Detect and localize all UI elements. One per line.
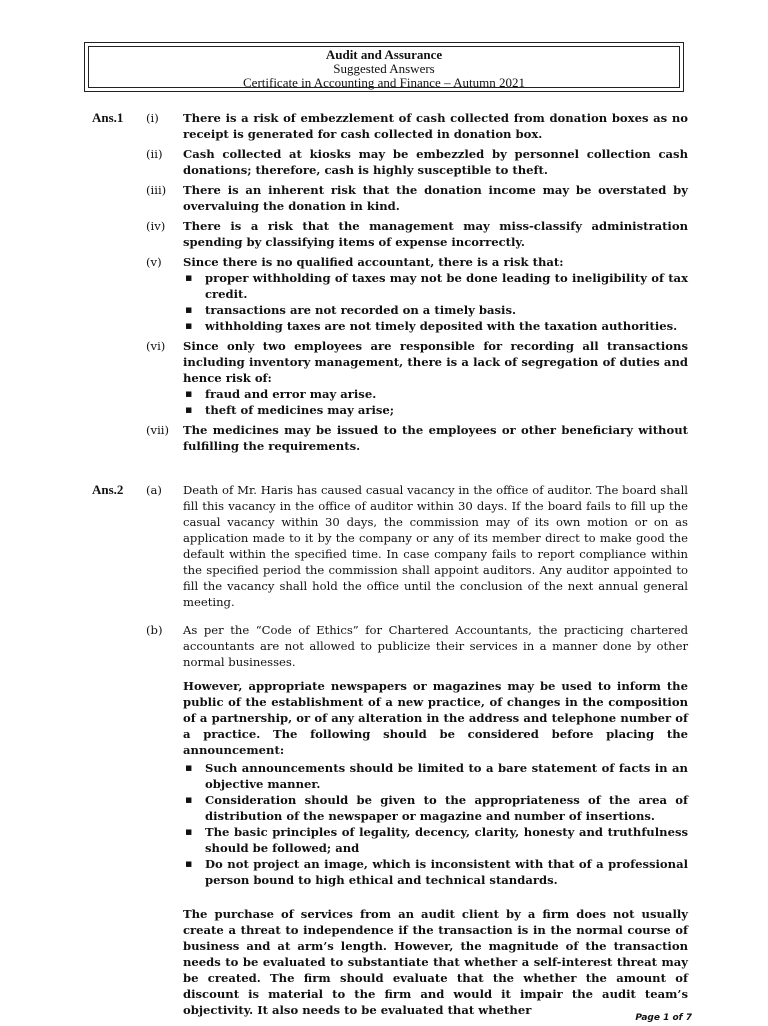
bullet-item: ▪ withholding taxes are not timely deposited with the taxation authorities.: [183, 318, 688, 334]
header-exam: Certificate in Accounting and Finance – Autumn 2021: [243, 75, 525, 90]
item-text: The medicines may be issued to the employees or other beneficiary without fulfilling the requirements.: [183, 423, 688, 453]
page-number: Page 1 of 7: [635, 1013, 692, 1023]
bullet-item: ▪ theft of medicines may arise;: [183, 402, 688, 418]
item-text: Cash collected at kiosks may be embezzled by personnel collection cash donations; therefore, cash is highly susceptible to theft.: [183, 147, 688, 177]
answer-item: [84, 482, 688, 610]
paragraph: However, appropriate newspapers or magazines may be used to inform the public of the establishment of a new practice, of changes in the composition of a partnership, or of any alteration in the address and telephone number of a practice. The following should be considered before placing the announcement:: [183, 679, 688, 757]
item-number: (iii): [146, 183, 167, 197]
bullet-item: ▪ proper withholding of taxes may not be done leading to ineligibility of tax credit.: [183, 270, 688, 302]
item-text: There is a risk that the management may miss-classify administration spending by classifying items of expense incorrectly.: [183, 219, 688, 249]
answer-item: [84, 110, 688, 142]
item-text: Since there is no qualified accountant, there is a risk that:: [183, 255, 564, 269]
answer-item: [84, 622, 688, 1018]
item-number: (vi): [146, 339, 166, 353]
paragraph: As per the “Code of Ethics” for Chartered Accountants, the practicing chartered accountants are not allowed to publicize their services in a manner done by other normal businesses.: [183, 623, 688, 669]
answer-item: [84, 218, 688, 250]
item-number: (v): [146, 255, 162, 269]
item-text: There is a risk of embezzlement of cash collected from donation boxes as no receipt is generated for cash collected in donation box.: [183, 111, 688, 141]
item-text: There is an inherent risk that the donation income may be overstated by overvaluing the donation in kind.: [183, 183, 688, 213]
bullet-item: ▪ Such announcements should be limited to a bare statement of facts in an objective manner.: [183, 760, 688, 792]
answer-label: Ans.2: [92, 482, 124, 497]
bullet-item: ▪ transactions are not recorded on a timely basis.: [183, 302, 688, 318]
bullet-item: ▪ Do not project an image, which is inconsistent with that of a professional person bound to high ethical and technical standards.: [183, 856, 688, 888]
bullet-list: [183, 270, 688, 334]
bullet-item: ▪ fraud and error may arise.: [183, 386, 688, 402]
header-subtitle: Suggested Answers: [333, 61, 435, 76]
bullet-item: ▪ The basic principles of legality, decency, clarity, honesty and truthfulness should be followed; and: [183, 824, 688, 856]
bullet-list: [183, 760, 688, 888]
answer-item: [84, 146, 688, 178]
answer-label: Ans.1: [92, 110, 124, 125]
item-number: (vii): [146, 423, 170, 437]
paragraph: The purchase of services from an audit client by a firm does not usually create a threat to independence if the transaction is in the normal course of business and at arm’s length. However, the magnitude of the transaction needs to be evaluated to substantiate that whether a self-interest threat may be created. The firm should evaluate that the whether the amount of discount is material to the firm and would it impair the audit team’s objectivity. It also needs to be evaluated that whether: [183, 907, 688, 1017]
item-number: (ii): [146, 147, 163, 161]
bullet-item: ▪ Consideration should be given to the appropriateness of the area of distribution of the newspaper or magazine and number of insertions.: [183, 792, 688, 824]
item-text: Since only two employees are responsible for recording all transactions including inventory management, there is a lack of segregation of duties and hence risk of:: [183, 339, 688, 385]
answer-item: [84, 422, 688, 454]
item-number: (i): [146, 111, 159, 125]
answer-item: [84, 254, 688, 334]
item-text: Death of Mr. Haris has caused casual vacancy in the office of auditor. The board shall fill this vacancy in the office of auditor within 30 days. If the board fails to fill up the casual vacancy within 30 days, the commission may of its own motion or on as application made to it by the company or any of its member direct to make good the default within the specified time. In case company fails to report compliance within the specified period the commission shall appoint auditors. Any auditor appointed to fill the vacancy shall hold the office until the conclusion of the next annual general meeting.: [183, 483, 688, 609]
answer-item: [84, 338, 688, 418]
answer-item: [84, 182, 688, 214]
answer-1: [84, 110, 688, 454]
answer-2: [84, 482, 688, 1018]
bullet-list: [183, 386, 688, 418]
header-title: Audit and Assurance: [325, 47, 443, 62]
item-number: (a): [146, 483, 162, 497]
item-number: (iv): [146, 219, 166, 233]
item-number: (b): [146, 623, 163, 637]
document-header: [84, 42, 684, 92]
document-body: [84, 110, 688, 1026]
